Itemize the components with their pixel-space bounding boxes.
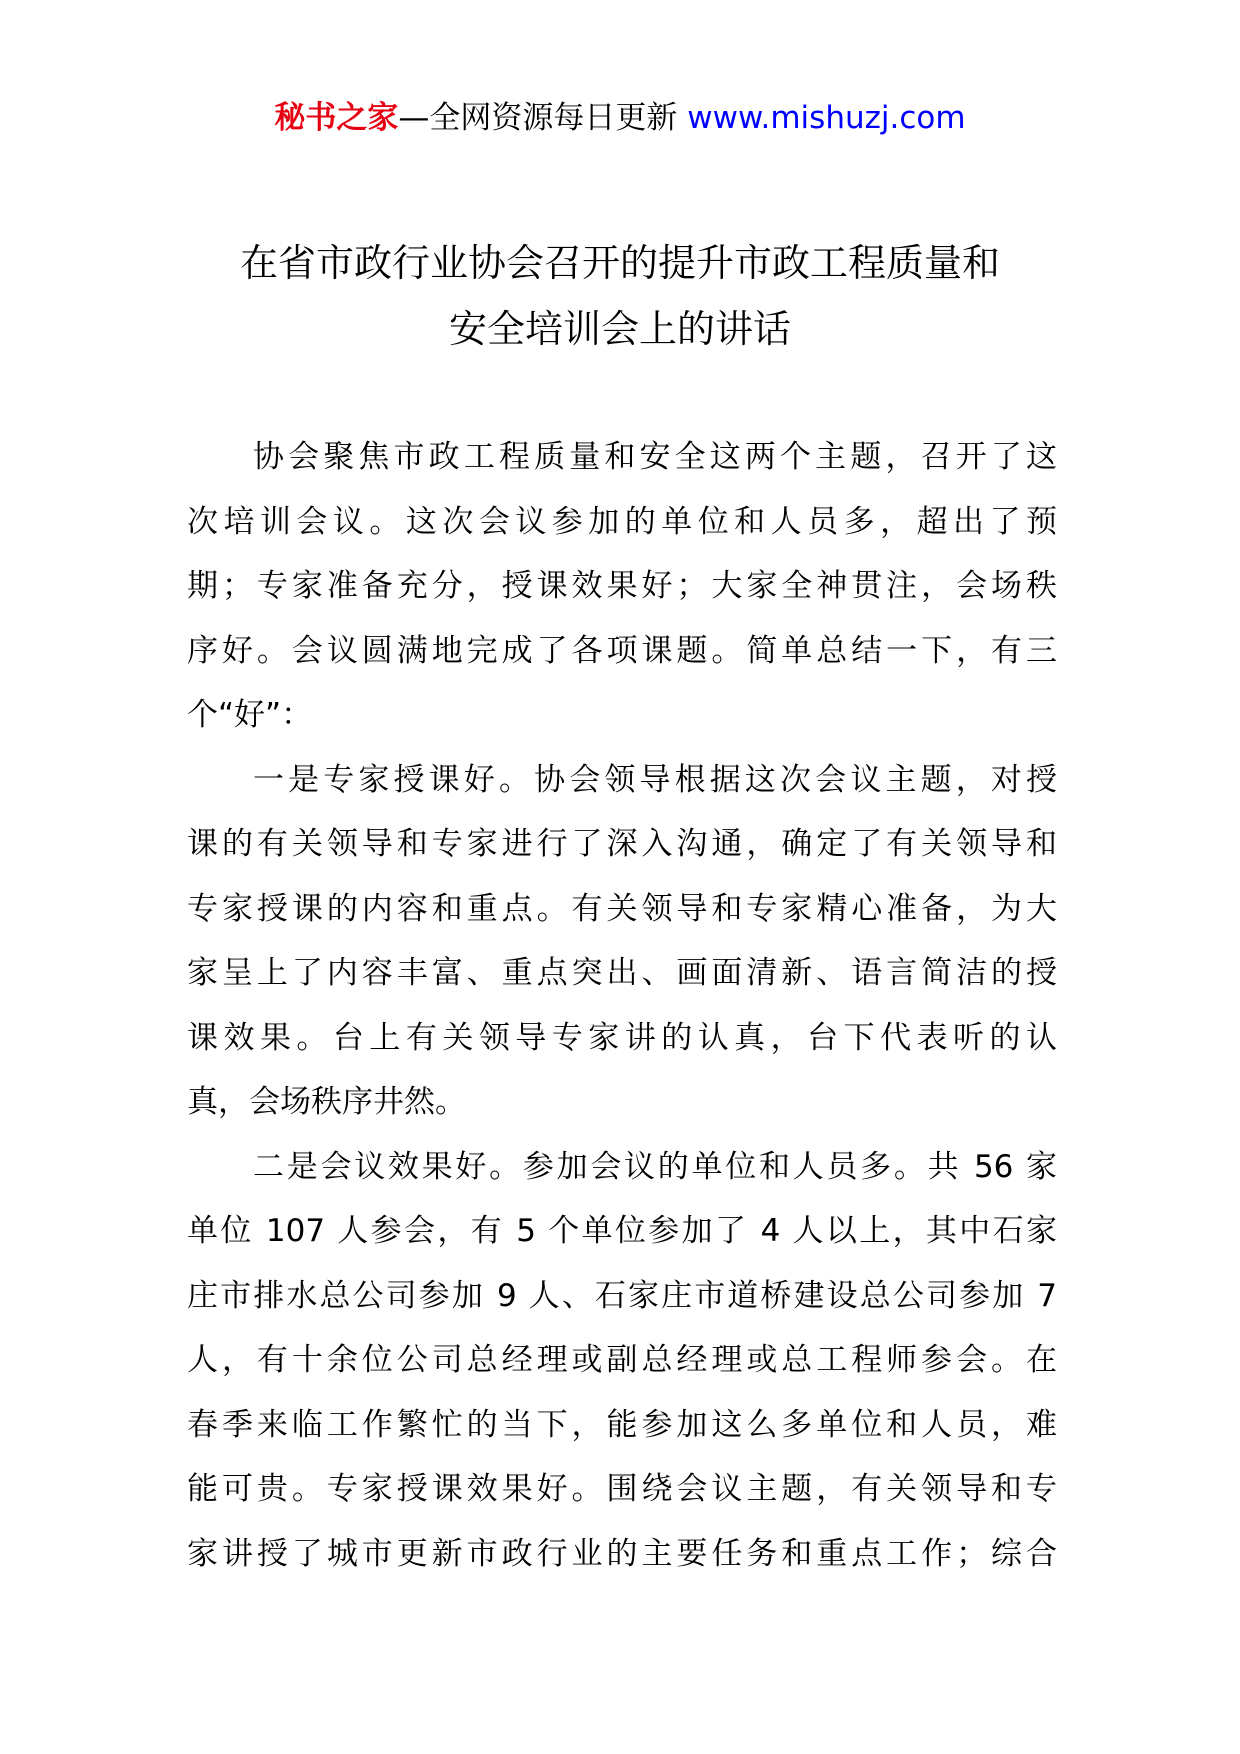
body-line: 序好。会议圆满地完成了各项课题。简单总结一下，有三 [187,632,1057,669]
body-line: 庄市排水总公司参加 9 人、石家庄市道桥建设总公司参加 7 [187,1277,1057,1314]
title-line-1: 在省市政行业协会召开的提升市政工程质量和 [239,241,1000,285]
document-body [187,425,1057,1586]
body-line: 人，有十余位公司总经理或副总经理或总工程师参会。在 [187,1342,1057,1378]
body-line: 单位 107 人参会，有 5 个单位参加了 4 人以上，其中石家 [187,1213,1057,1249]
body-line: 专家授课的内容和重点。有关领导和专家精心准备，为大 [187,890,1057,927]
body-line: 课的有关领导和专家进行了深入沟通，确定了有关领导和 [187,826,1057,862]
title-line-2: 安全培训会上的讲话 [448,307,791,351]
website-link[interactable]: www.mishuzj.com [687,100,966,136]
body-line: 一是专家授课好。协会领导根据这次会议主题，对授 [253,761,1057,798]
body-line: 次培训会议。这次会议参加的单位和人员多，超出了预 [187,503,1057,540]
header-slogan: —全网资源每日更新 [398,100,678,136]
body-line: 协会聚焦市政工程质量和安全这两个主题，召开了这 [253,439,1057,475]
body-line: 课效果。台上有关领导专家讲的认真，台下代表听的认 [187,1019,1057,1056]
brand-name: 秘书之家 [274,100,399,136]
body-line: 二是会议效果好。参加会议的单位和人员多。共 56 家 [253,1148,1057,1185]
body-line: 春季来临工作繁忙的当下，能参加这么多单位和人员，难 [187,1406,1057,1443]
document-title [150,230,1090,362]
body-line: 家讲授了城市更新市政行业的主要任务和重点工作；综合 [187,1535,1057,1572]
body-line: 个“好”： [187,697,313,733]
body-line: 期；专家准备充分，授课效果好；大家全神贯注，会场秩 [187,568,1057,604]
body-line: 能可贵。专家授课效果好。围绕会议主题，有关领导和专 [187,1471,1057,1507]
body-line: 家呈上了内容丰富、重点突出、画面清新、语言简洁的授 [187,955,1057,991]
body-line: 真，会场秩序井然。 [187,1084,466,1120]
site-header-banner [0,98,1240,138]
